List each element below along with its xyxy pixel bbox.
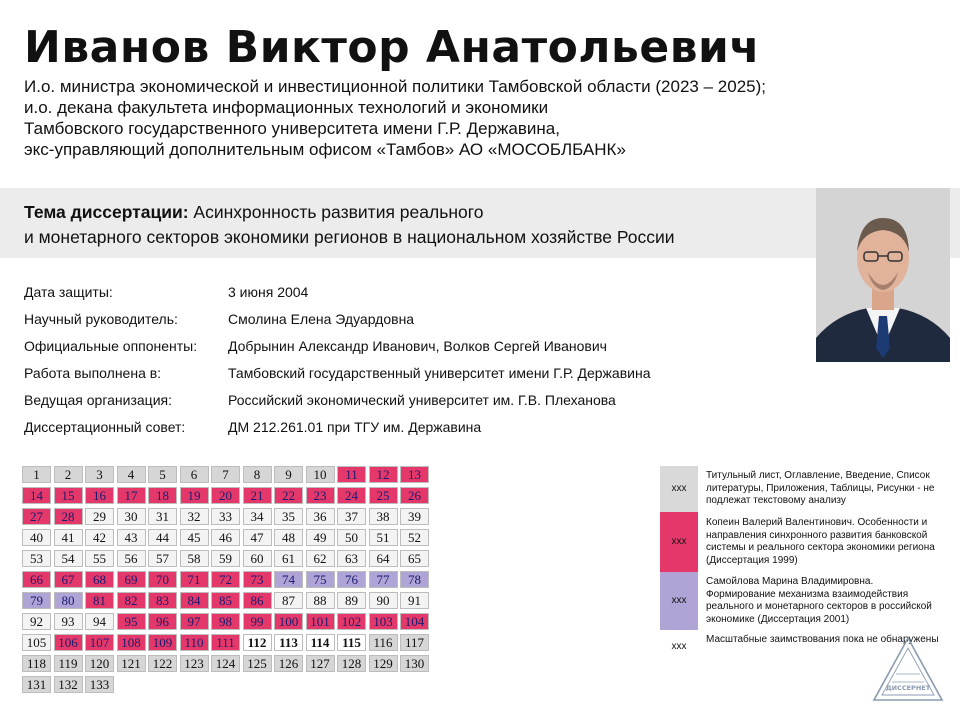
page-cell: 41	[54, 529, 83, 546]
page-cell: 7	[211, 466, 240, 483]
page-cell: 2	[54, 466, 83, 483]
page-cell: 120	[85, 655, 114, 672]
page-cell: 85	[211, 592, 240, 609]
page-cell: 112	[243, 634, 272, 651]
position-line: Тамбовского государственного университета имени Г.Р. Державина,	[24, 119, 560, 138]
page-cell: 109	[148, 634, 177, 651]
info-label: Дата защиты:	[24, 284, 113, 300]
info-value: Смолина Елена Эдуардовна	[228, 311, 415, 327]
page-cell: 96	[148, 613, 177, 630]
page-cell: 114	[306, 634, 335, 651]
page-cell: 24	[337, 487, 366, 504]
legend-swatch: xxx	[660, 630, 698, 664]
topic-text-line1: Асинхронность развития реального	[188, 202, 484, 222]
page-cell: 33	[211, 508, 240, 525]
page-cell: 9	[274, 466, 303, 483]
page-cell: 43	[117, 529, 146, 546]
page-cell: 12	[369, 466, 398, 483]
page-cell: 23	[306, 487, 335, 504]
page-cell: 38	[369, 508, 398, 525]
page-cell: 3	[85, 466, 114, 483]
page-cell: 10	[306, 466, 335, 483]
page-cell: 104	[400, 613, 429, 630]
page-cell: 75	[306, 571, 335, 588]
info-label: Ведущая организация:	[24, 392, 172, 408]
page-cell: 80	[54, 592, 83, 609]
page-cell: 130	[400, 655, 429, 672]
page-cell: 65	[400, 550, 429, 567]
page-cell: 95	[117, 613, 146, 630]
page-cell: 70	[148, 571, 177, 588]
page-cell: 107	[85, 634, 114, 651]
person-positions	[24, 76, 904, 160]
page-cell: 39	[400, 508, 429, 525]
info-value: Тамбовский государственный университет имени Г.Р. Державина	[228, 365, 651, 381]
page-cell: 29	[85, 508, 114, 525]
page-cell: 84	[180, 592, 209, 609]
page-cell: 81	[85, 592, 114, 609]
page-cell: 68	[85, 571, 114, 588]
page-cell: 19	[180, 487, 209, 504]
page-cell: 106	[54, 634, 83, 651]
info-value: ДМ 212.261.01 при ТГУ им. Державина	[228, 419, 482, 435]
page-cell: 44	[148, 529, 177, 546]
legend-text: Самойлова Марина Владимировна. Формирование механизма взаимодействия реального и монетарного секторов в российской экономике (Диссертация 2001)	[706, 576, 932, 625]
page-cell: 28	[54, 508, 83, 525]
page-cell: 129	[369, 655, 398, 672]
page-cell: 128	[337, 655, 366, 672]
page-cell: 118	[22, 655, 51, 672]
page-cell: 11	[337, 466, 366, 483]
page-cell: 122	[148, 655, 177, 672]
page-cell: 14	[22, 487, 51, 504]
page-cell: 45	[180, 529, 209, 546]
info-label: Научный руководитель:	[24, 311, 178, 327]
page-cell: 94	[85, 613, 114, 630]
page-cell: 86	[243, 592, 272, 609]
page-cell: 18	[148, 487, 177, 504]
page-cell: 93	[54, 613, 83, 630]
page-cell: 73	[243, 571, 272, 588]
page-cell: 71	[180, 571, 209, 588]
page-cell: 60	[243, 550, 272, 567]
page-cell: 66	[22, 571, 51, 588]
legend-swatch: xxx	[660, 466, 698, 512]
page-cell: 91	[400, 592, 429, 609]
page-cell: 48	[274, 529, 303, 546]
page-cell: 5	[148, 466, 177, 483]
page-cell: 74	[274, 571, 303, 588]
info-label: Официальные оппоненты:	[24, 338, 198, 354]
page-cell: 111	[211, 634, 240, 651]
page-cell: 133	[85, 676, 114, 693]
page-cell: 127	[306, 655, 335, 672]
page-cell: 123	[180, 655, 209, 672]
info-value: 3 июня 2004	[228, 284, 309, 300]
page-cell: 62	[306, 550, 335, 567]
page-cell: 110	[180, 634, 209, 651]
page-cell: 108	[117, 634, 146, 651]
page-cell: 88	[306, 592, 335, 609]
page-cell: 67	[54, 571, 83, 588]
page-cell: 13	[400, 466, 429, 483]
legend-text: Масштабные заимствования пока не обнаружены	[706, 634, 939, 645]
page-cell: 116	[369, 634, 398, 651]
info-label: Работа выполнена в:	[24, 365, 162, 381]
legend-swatch: xxx	[660, 512, 698, 572]
portrait-photo	[816, 188, 950, 362]
page-cell: 1	[22, 466, 51, 483]
page-cell: 92	[22, 613, 51, 630]
page-cell: 99	[243, 613, 272, 630]
page-cell: 121	[117, 655, 146, 672]
page-cell: 54	[54, 550, 83, 567]
page-cell: 20	[211, 487, 240, 504]
topic-label: Тема диссертации:	[24, 202, 189, 222]
page-cell: 72	[211, 571, 240, 588]
page-cell: 113	[274, 634, 303, 651]
page-cell: 77	[369, 571, 398, 588]
page-cell: 115	[337, 634, 366, 651]
position-line: экс-управляющий дополнительным офисом «Тамбов» АО «МОСОБЛБАНК»	[24, 140, 626, 159]
page-cell: 101	[306, 613, 335, 630]
page-cell: 124	[211, 655, 240, 672]
page-cell: 105	[22, 634, 51, 651]
page-cell: 63	[337, 550, 366, 567]
page-cell: 30	[117, 508, 146, 525]
page-cell: 42	[85, 529, 114, 546]
info-value: Добрынин Александр Иванович, Волков Сергей Иванович	[228, 338, 607, 354]
page-cell: 55	[85, 550, 114, 567]
page-cell: 35	[274, 508, 303, 525]
page-cell: 52	[400, 529, 429, 546]
page-cell: 90	[369, 592, 398, 609]
page-cell: 100	[274, 613, 303, 630]
page-cell: 17	[117, 487, 146, 504]
page-cell: 131	[22, 676, 51, 693]
page-cell: 59	[211, 550, 240, 567]
page-cell: 89	[337, 592, 366, 609]
page-cell: 50	[337, 529, 366, 546]
page-cell: 69	[117, 571, 146, 588]
page-cell: 47	[243, 529, 272, 546]
page-cell: 32	[180, 508, 209, 525]
page-cell: 58	[180, 550, 209, 567]
page-cell: 27	[22, 508, 51, 525]
page-cell: 22	[274, 487, 303, 504]
legend-text: Титульный лист, Оглавление, Введение, Список литературы, Приложения, Таблицы, Рисунки - не подлежат текстовому анализу	[706, 470, 935, 506]
page-cell: 16	[85, 487, 114, 504]
page-cell: 25	[369, 487, 398, 504]
page-cell: 15	[54, 487, 83, 504]
page-cell: 61	[274, 550, 303, 567]
legend-swatch: xxx	[660, 572, 698, 630]
page-cell: 21	[243, 487, 272, 504]
page-cell: 46	[211, 529, 240, 546]
topic-text-line2: и монетарного секторов экономики регионов в национальном хозяйстве России	[24, 227, 675, 247]
page-cell: 82	[117, 592, 146, 609]
page-cell: 125	[243, 655, 272, 672]
position-line: И.о. министра экономической и инвестиционной политики Тамбовской области (2023 – 2025);	[24, 77, 766, 96]
page-cell: 37	[337, 508, 366, 525]
page-cell: 6	[180, 466, 209, 483]
dissertation-topic	[24, 200, 804, 250]
page-cell: 56	[117, 550, 146, 567]
info-label: Диссертационный совет:	[24, 419, 186, 435]
page-cell: 4	[117, 466, 146, 483]
page-cell: 34	[243, 508, 272, 525]
page-cell: 83	[148, 592, 177, 609]
page-cell: 64	[369, 550, 398, 567]
page-cell: 117	[400, 634, 429, 651]
position-line: и.о. декана факультета информационных технологий и экономики	[24, 98, 549, 117]
page-cell: 26	[400, 487, 429, 504]
page-cell: 57	[148, 550, 177, 567]
page-cell: 31	[148, 508, 177, 525]
page-cell: 51	[369, 529, 398, 546]
page-cell: 78	[400, 571, 429, 588]
page-cell: 79	[22, 592, 51, 609]
page-cell: 76	[337, 571, 366, 588]
page-cell: 49	[306, 529, 335, 546]
page-cell: 102	[337, 613, 366, 630]
info-value: Российский экономический университет им. Г.В. Плеханова	[228, 392, 616, 408]
logo-text: ДИССЕРНЕТ	[885, 684, 931, 692]
page-cell: 126	[274, 655, 303, 672]
page-cell: 87	[274, 592, 303, 609]
page-cell: 98	[211, 613, 240, 630]
page-cell: 119	[54, 655, 83, 672]
page-cell: 40	[22, 529, 51, 546]
page-cell: 103	[369, 613, 398, 630]
page-cell: 36	[306, 508, 335, 525]
page-cell: 132	[54, 676, 83, 693]
person-name: Иванов Виктор Анатольевич	[24, 22, 761, 73]
dissernet-logo-icon	[868, 632, 948, 717]
legend-text: Копеин Валерий Валентинович. Особенности и направления синхронного развития банковской системы и реального сектора экономики региона (Диссертация 1999)	[706, 517, 935, 566]
page-cell: 8	[243, 466, 272, 483]
page-cell: 53	[22, 550, 51, 567]
page-cell: 97	[180, 613, 209, 630]
